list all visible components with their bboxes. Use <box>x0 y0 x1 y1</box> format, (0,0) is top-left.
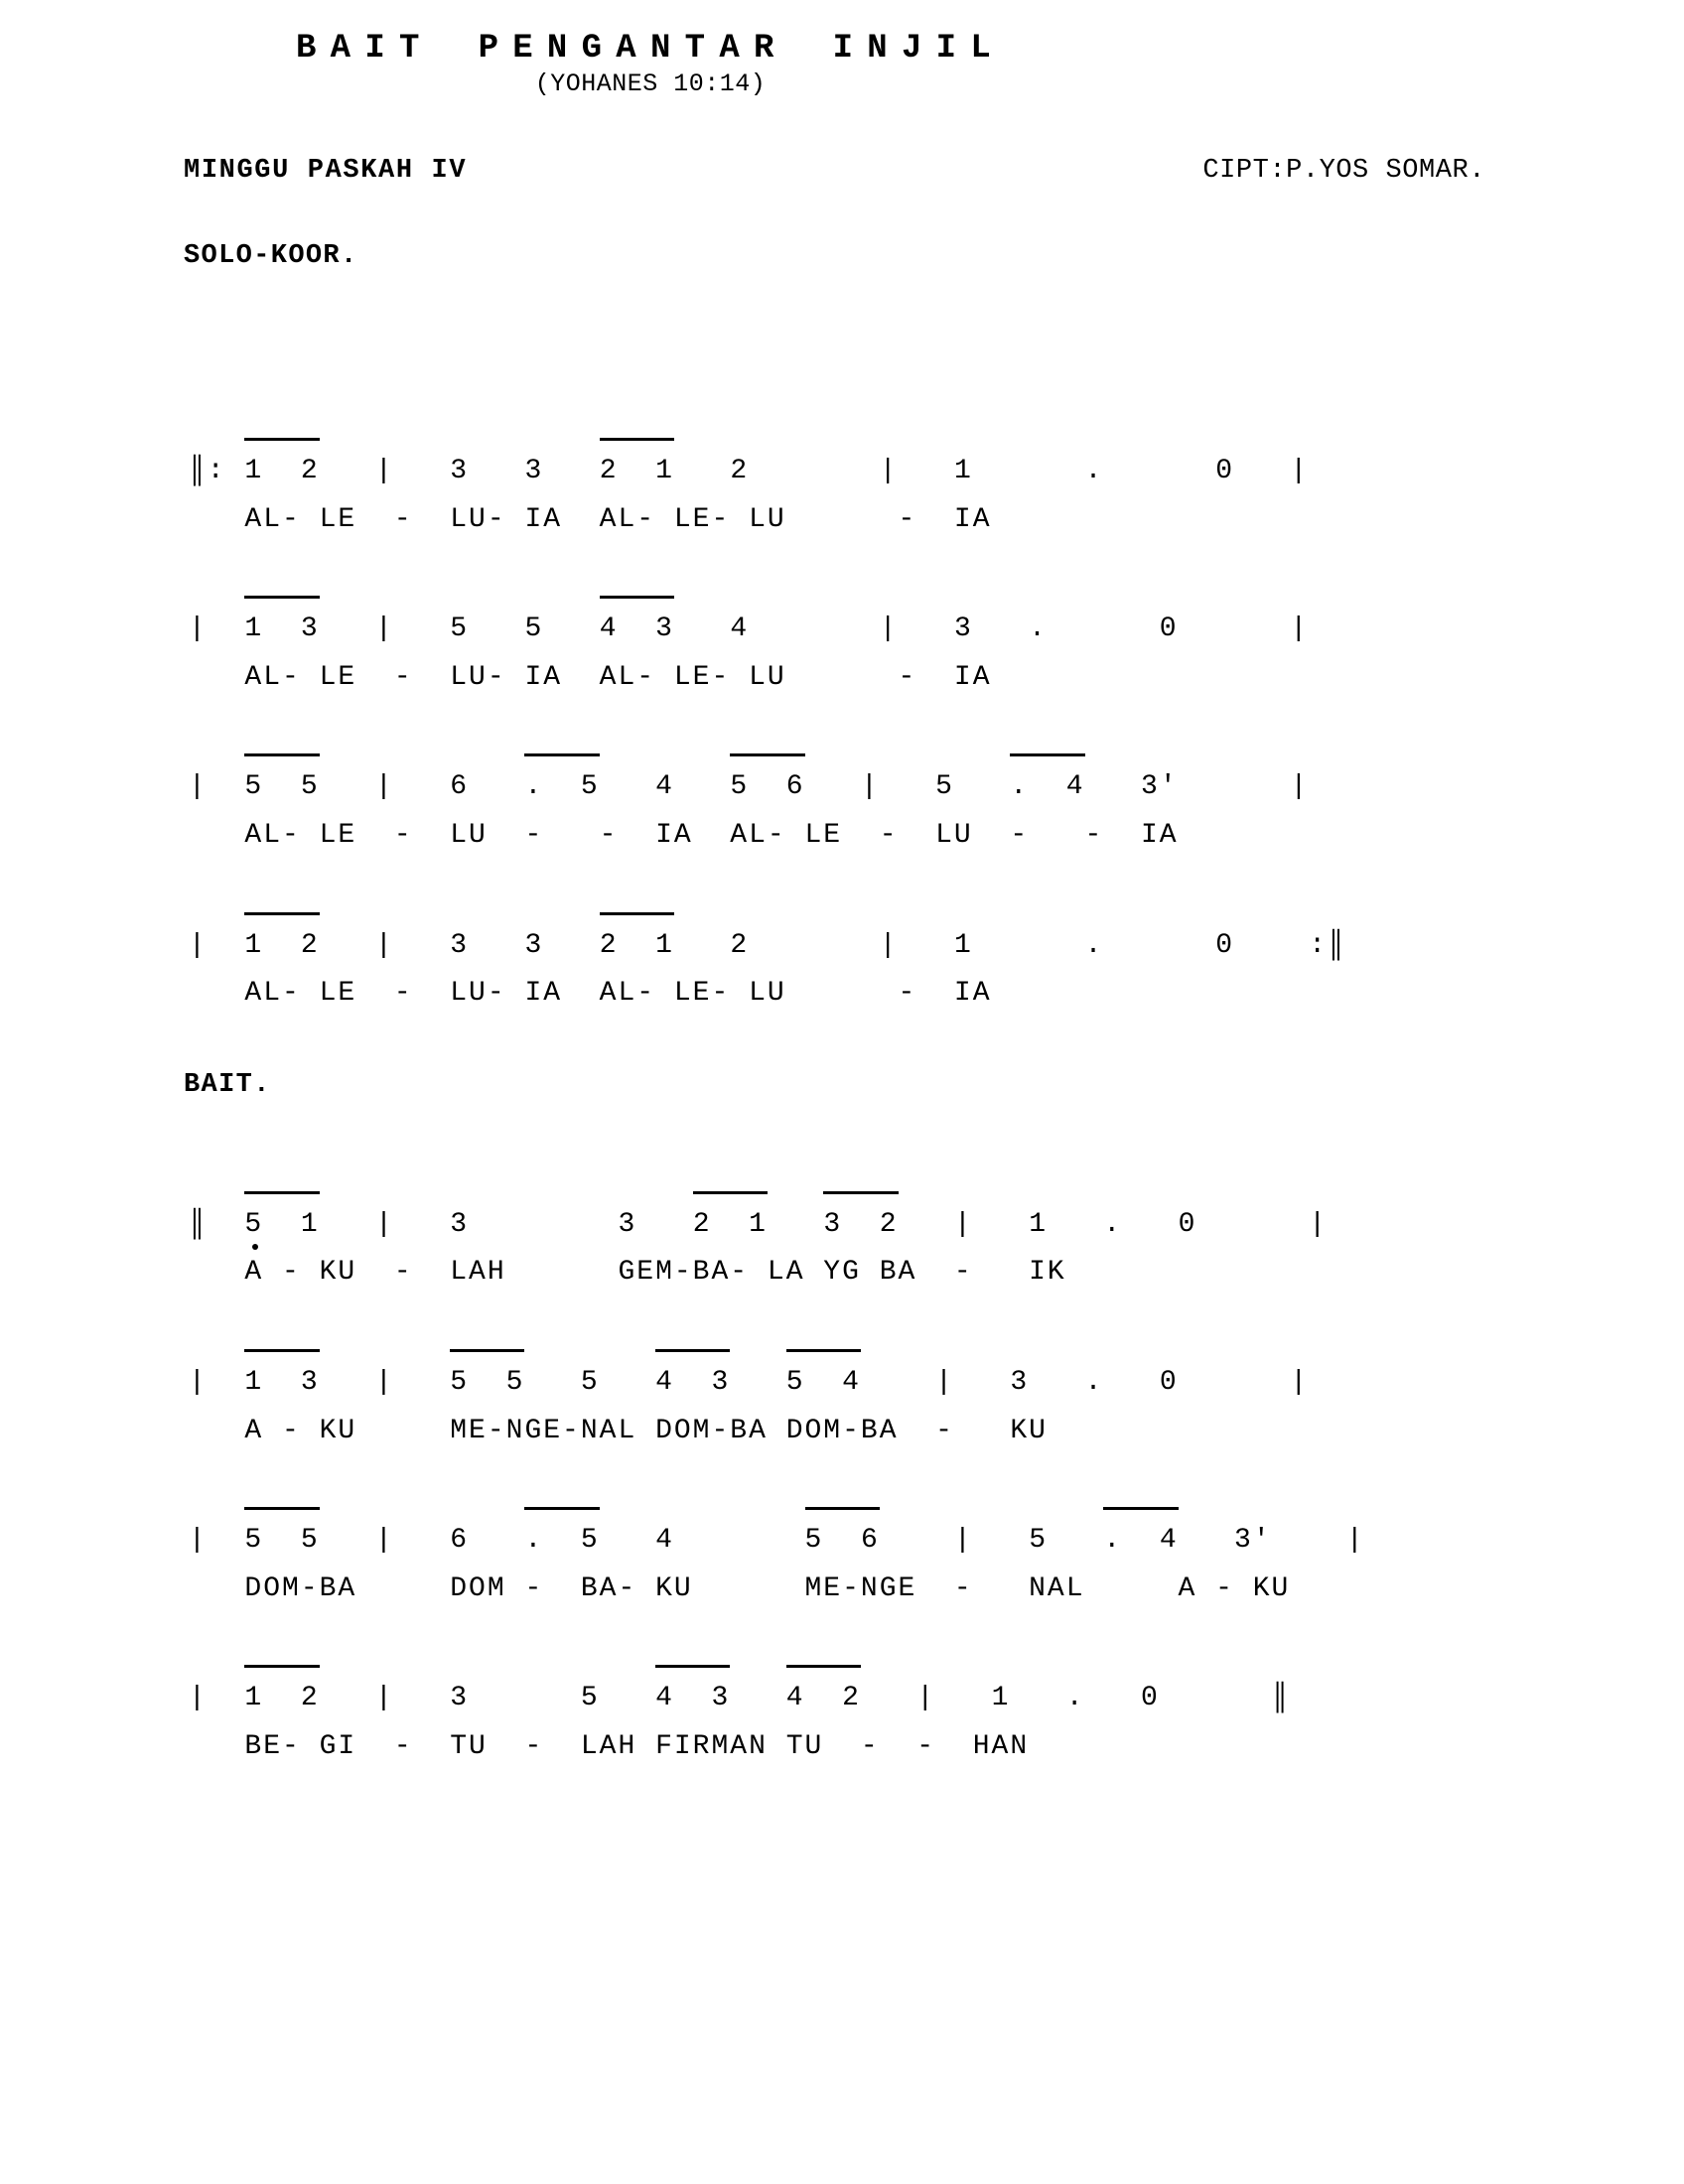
note-run: | 1 . 0 | <box>898 1208 1329 1240</box>
note-run: | <box>319 929 451 961</box>
lyrics-row: A - KU ME-NGE-NAL DOM-BA DOM-BA - KU <box>189 1415 1048 1446</box>
beamed-note-pair: 2 1 <box>693 1191 768 1242</box>
note-run: | <box>189 614 245 645</box>
notation-row <box>189 1665 1684 1715</box>
beamed-note-pair: 2 1 <box>600 438 674 488</box>
note-run: | 1 . 0 ║ <box>860 1683 1291 1714</box>
beamed-note-pair: 5 5 <box>244 1507 319 1558</box>
solo-koor-notation <box>189 438 1684 1011</box>
beamed-note-pair: 1 2 <box>244 912 319 963</box>
beamed-note-pair: 4 2 <box>786 1665 861 1715</box>
note-run <box>730 1349 785 1400</box>
note-run: | 1 . 0 :║ <box>749 929 1346 961</box>
music-line <box>189 1507 1684 1605</box>
beamed-note-pair: 1 2 <box>244 438 319 488</box>
note-run: 5 <box>524 1366 656 1398</box>
beamed-note-pair: . 4 <box>1103 1507 1178 1558</box>
note-run: | <box>319 614 451 645</box>
note-run: ║: <box>189 456 245 486</box>
note-run: 3' | <box>1084 771 1310 803</box>
beamed-note-pair: 5 5 <box>450 1349 524 1400</box>
meta-row <box>0 156 1684 186</box>
note-run: 6 <box>450 1525 525 1557</box>
section-label-bait: BAIT. <box>184 1069 271 1100</box>
beamed-note-pair: 5 1 <box>244 1191 319 1242</box>
notation-row <box>189 753 1684 804</box>
beamed-note-pair: . 4 <box>1010 753 1084 804</box>
title-block <box>0 0 1301 98</box>
page-title: BAIT PENGANTAR INJIL <box>295 30 1006 68</box>
note-run: | <box>319 771 451 803</box>
note-run: | <box>319 456 451 486</box>
music-line <box>189 1665 1684 1763</box>
note-run: 4 <box>599 1525 805 1557</box>
note-run: | <box>189 1366 245 1398</box>
occasion-heading: MINGGU PASKAH IV <box>184 156 468 186</box>
note-run: | <box>319 1366 451 1398</box>
notation-row <box>189 1191 1684 1242</box>
note-run: | <box>319 1525 451 1557</box>
lyrics-row: AL- LE - LU- IA AL- LE- LU - IA <box>189 978 992 1010</box>
note-run: | <box>319 1208 451 1240</box>
music-line <box>189 596 1684 694</box>
lyrics-row: AL- LE - LU - - IA AL- LE - LU - - IA <box>189 819 1179 851</box>
note-run: | <box>319 1683 451 1714</box>
note-run: | <box>189 929 245 961</box>
lyrics-row: DOM-BA DOM - BA- KU ME-NGE - NAL A - KU <box>189 1572 1291 1604</box>
beamed-note-pair: 4 3 <box>655 1665 730 1715</box>
note-run: | 5 <box>879 1525 1104 1557</box>
beamed-note-pair: 3 2 <box>823 1191 898 1242</box>
note-run <box>768 1191 823 1242</box>
beamed-note-pair: 1 3 <box>244 596 319 646</box>
note-run <box>730 1665 785 1715</box>
bait-notation <box>189 1191 1684 1764</box>
beamed-note-pair: 1 2 <box>244 1665 319 1715</box>
note-run: 6 <box>450 771 525 803</box>
notation-row <box>189 438 1684 488</box>
note-run: | <box>189 1683 245 1714</box>
note-run: 3 3 <box>450 1208 693 1240</box>
note-run: 4 <box>599 771 731 803</box>
beamed-note-pair: 4 3 <box>655 1349 730 1400</box>
composer-credit: CIPT:P.YOS SOMAR. <box>1202 156 1485 186</box>
lyrics-row: AL- LE - LU- IA AL- LE- LU - IA <box>189 661 992 693</box>
note-run: 3 3 <box>450 929 600 961</box>
lyrics-row: AL- LE - LU- IA AL- LE- LU - IA <box>189 503 992 535</box>
note-run: | 1 . 0 | <box>749 456 1310 486</box>
music-line <box>189 1191 1684 1290</box>
music-line <box>189 438 1684 536</box>
note-run: 5 5 <box>450 614 600 645</box>
note-run: 3' | <box>1178 1525 1365 1557</box>
notation-row <box>189 596 1684 646</box>
beamed-note-pair: 5 6 <box>805 1507 880 1558</box>
note-run: 2 <box>673 456 750 486</box>
lyrics-row: A - KU - LAH GEM-BA- LA YG BA - IK <box>189 1257 1066 1289</box>
beamed-note-pair: 5 4 <box>786 1349 861 1400</box>
beamed-note-pair: 1 3 <box>244 1349 319 1400</box>
scripture-reference: (YOHANES 10:14) <box>534 69 767 98</box>
notation-row <box>189 1507 1684 1558</box>
beamed-note-pair: 5 6 <box>730 753 804 804</box>
note-run: | 3 . 0 | <box>749 614 1310 645</box>
beamed-note-pair: . 5 <box>524 753 599 804</box>
beamed-note-pair: 5 5 <box>244 753 319 804</box>
lyrics-row: BE- GI - TU - LAH FIRMAN TU - - HAN <box>189 1730 1030 1762</box>
beamed-note-pair: 4 3 <box>600 596 674 646</box>
note-run: ║ <box>189 1208 245 1240</box>
music-line <box>189 912 1684 1011</box>
note-run: | <box>189 1525 245 1557</box>
low-octave-note: 5 <box>244 1208 264 1240</box>
note-run: 3 3 <box>450 456 600 486</box>
note-run: | 5 <box>804 771 1011 803</box>
note-run: 3 5 <box>450 1683 656 1714</box>
music-line <box>189 1349 1684 1447</box>
music-line <box>189 753 1684 852</box>
note-run: 2 <box>673 929 750 961</box>
note-run: | <box>189 771 245 803</box>
notation-row <box>189 912 1684 963</box>
note-run: 4 <box>673 614 750 645</box>
beamed-note-pair: 2 1 <box>600 912 674 963</box>
note-run: | 3 . 0 | <box>860 1366 1310 1398</box>
section-label-solo-koor: SOLO-KOOR. <box>184 241 358 271</box>
notation-row <box>189 1349 1684 1400</box>
beamed-note-pair: . 5 <box>524 1507 599 1558</box>
